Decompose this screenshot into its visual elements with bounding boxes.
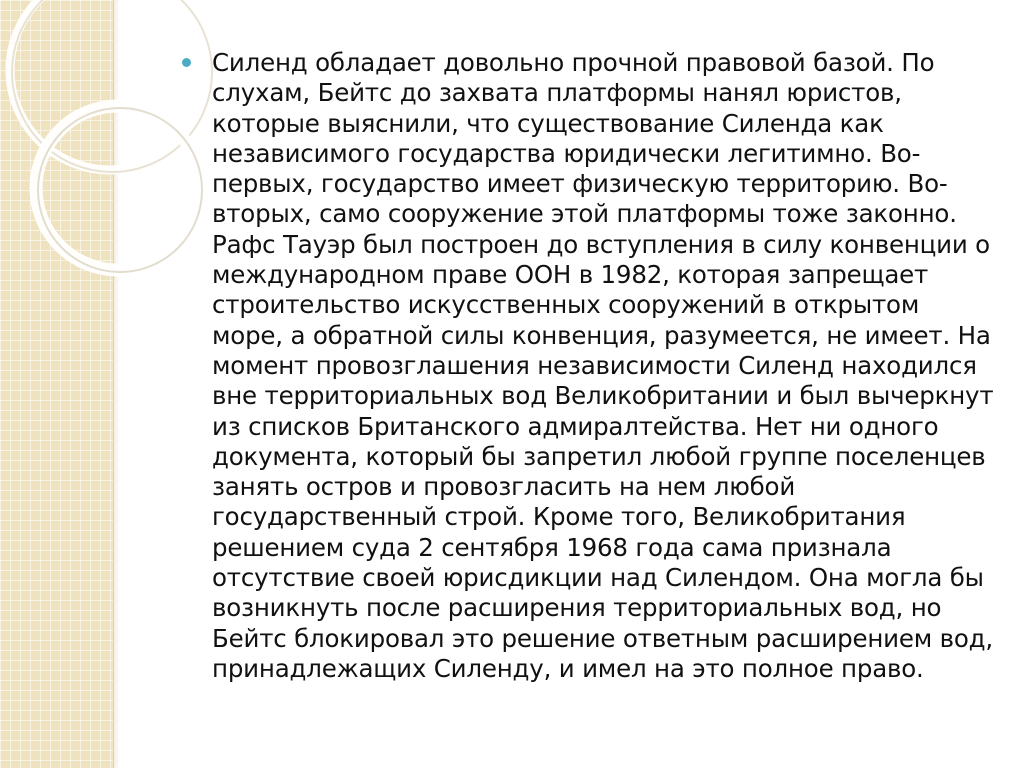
bullet-text: Силенд обладает довольно прочной правовой базой. По слухам, Бейтс до захвата платформы нанял юристов, которые выяснили, что существование Силенда как независимого государства юридически легитимно. Во-первых, государство имеет физическую территорию. Во-вторых, само сооружение этой платформы тоже законно. Рафс Тауэр был построен до вступления в силу конвенции о международном праве ООН в 1982, которая запрещает строительство искусственных сооружений в открытом море, а обратной силы конвенция, разумеется, не имеет. На момент провозглашения независимости Силенд находился вне территориальных вод Великобритании и был вычеркнут из списков Британского адмиралтейства. Нет ни одного документа, который бы запретил любой группе поселенцев занять остров и провозгласить на нем любой государственный строй. Кроме того, Великобритания решением суда 2 сентября 1968 года сама признала отсутствие своей юрисдикции над Силендом. Она могла бы возникнуть после расширения территориальных вод, но Бейтс блокировал это решение ответным расширением вод, принадлежащих Силенду, и имел на это полное право. (212, 48, 994, 683)
decorative-side-panel (0, 0, 114, 768)
bullet-dot-icon (182, 58, 191, 67)
slide-content (182, 48, 994, 684)
bullet-item (182, 48, 994, 684)
